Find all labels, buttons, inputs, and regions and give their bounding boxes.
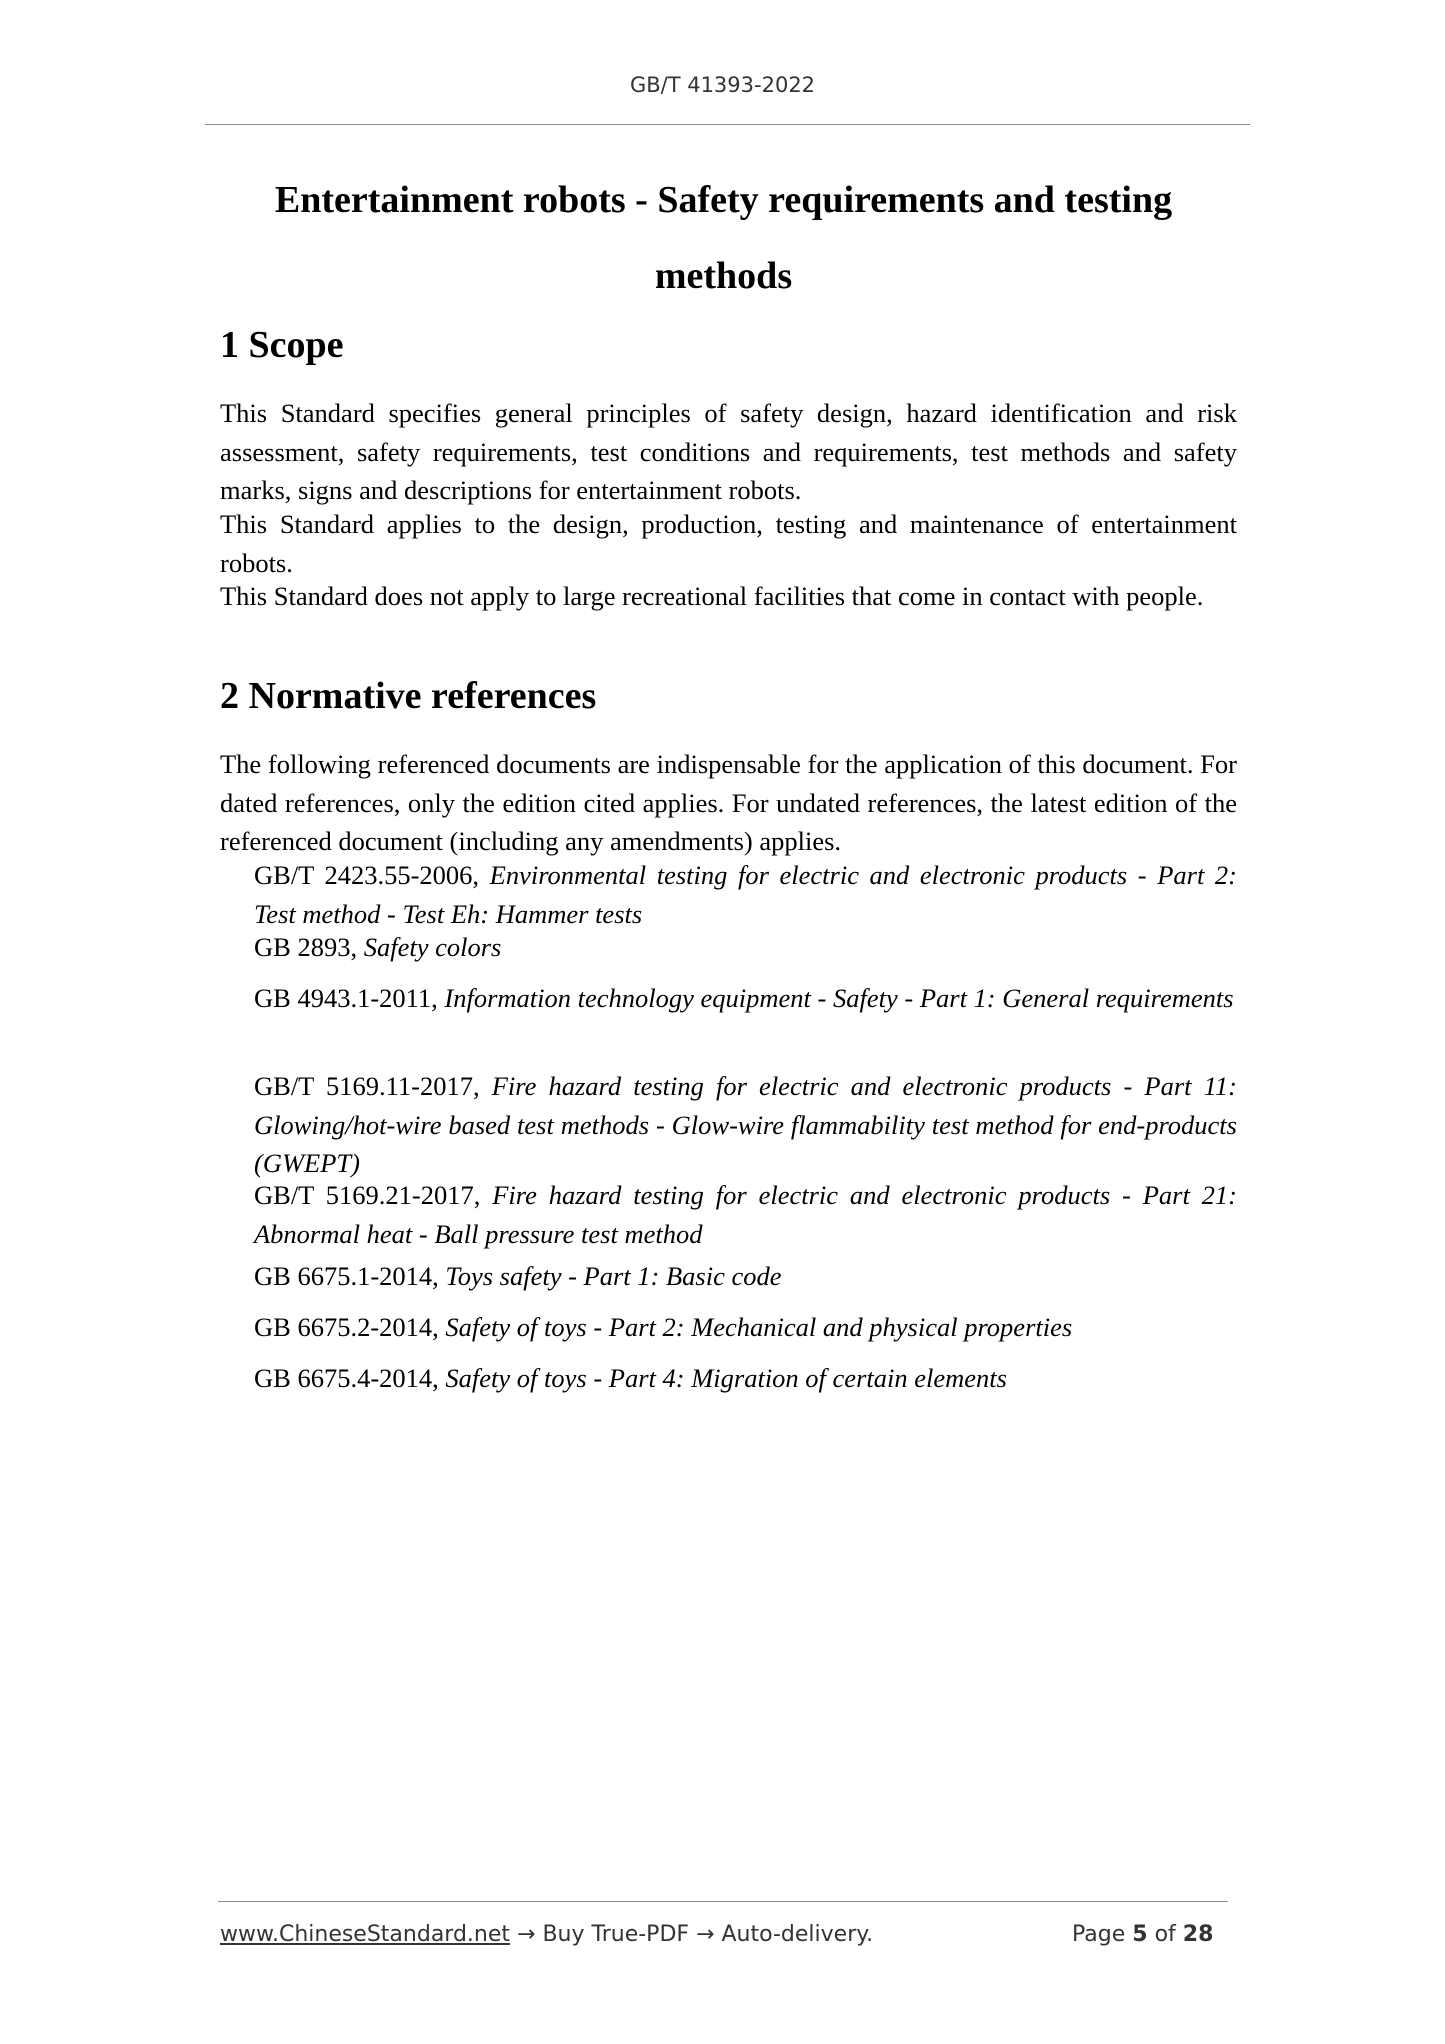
reference-code: GB 2893, xyxy=(254,932,364,962)
reference-item xyxy=(254,1308,1237,1347)
footer-divider xyxy=(218,1901,1228,1902)
buy-true-pdf-text: Buy True-PDF xyxy=(542,1922,690,1947)
reference-title: Safety of toys - Part 2: Mechanical and physical properties xyxy=(445,1312,1073,1342)
reference-code: GB 4943.1-2011, xyxy=(254,983,445,1013)
arrow-right-icon: → xyxy=(696,1922,715,1947)
scope-paragraph-2: This Standard applies to the design, production, testing and maintenance of entertainment robots. xyxy=(220,509,1237,578)
footer-links xyxy=(220,1922,873,1947)
page-total: 28 xyxy=(1182,1922,1214,1947)
reference-item xyxy=(254,1257,1237,1296)
reference-code: GB/T 5169.21-2017, xyxy=(254,1180,493,1210)
reference-code: GB 6675.4-2014, xyxy=(254,1363,446,1393)
section-heading-scope: 1 Scope xyxy=(220,324,344,366)
reference-code: GB 6675.1-2014, xyxy=(254,1261,446,1291)
references-intro-paragraph: The following referenced documents are indispensable for the application of this document. For dated references, only the edition cited applies. For undated references, the latest edition of the referenced document (including any amendments) applies. xyxy=(220,749,1237,856)
reference-title: Safety of toys - Part 4: Migration of certain elements xyxy=(445,1363,1007,1393)
reference-item xyxy=(254,1359,1237,1398)
site-link[interactable]: www.ChineseStandard.net xyxy=(220,1922,511,1947)
page-current: 5 xyxy=(1132,1922,1148,1947)
header-standard-code: GB/T 41393-2022 xyxy=(629,73,816,97)
reference-code: GB/T 2423.55-2006, xyxy=(254,860,490,890)
reference-item xyxy=(254,928,1237,967)
scope-paragraph-1: This Standard specifies general principles of safety design, hazard identification and risk assessment, safety requirements, test conditions and requirements, test methods and safety marks, signs and descriptions for entertainment robots. xyxy=(220,398,1237,505)
reference-title: Fire hazard testing for electric and electronic products - Part 21: Abnormal heat - Ball pressure test method xyxy=(254,1180,1238,1249)
document-title: Entertainment robots - Safety requirements and testing methods xyxy=(274,179,1173,297)
scope-paragraph-3: This Standard does not apply to large recreational facilities that come in contact with people. xyxy=(220,581,1204,611)
auto-delivery-text: Auto-delivery. xyxy=(721,1922,874,1947)
reference-item xyxy=(254,856,1237,933)
reference-code: GB/T 5169.11-2017, xyxy=(254,1071,492,1101)
reference-title: Toys safety - Part 1: Basic code xyxy=(445,1261,782,1291)
reference-title: Safety colors xyxy=(363,932,502,962)
header-divider xyxy=(205,124,1250,125)
reference-code: GB 6675.2-2014, xyxy=(254,1312,446,1342)
reference-title: Environmental testing for electric and electronic products - Part 2: Test method - Test Eh: Hammer tests xyxy=(254,860,1237,929)
reference-item xyxy=(254,1176,1237,1253)
reference-item xyxy=(254,979,1237,1018)
arrow-right-icon: → xyxy=(517,1922,536,1947)
page-of-label: of xyxy=(1154,1922,1176,1947)
page-indicator xyxy=(1072,1922,1213,1947)
page-label: Page xyxy=(1072,1922,1126,1947)
reference-item xyxy=(254,1067,1237,1183)
reference-title: Information technology equipment - Safety - Part 1: General requirements xyxy=(444,983,1234,1013)
section-heading-normative-references: 2 Normative references xyxy=(220,675,597,717)
reference-title: Fire hazard testing for electric and electronic products - Part 11: Glowing/hot-wire based test methods - Glow-wire flammability test method for end-products (GWEPT) xyxy=(254,1071,1237,1178)
